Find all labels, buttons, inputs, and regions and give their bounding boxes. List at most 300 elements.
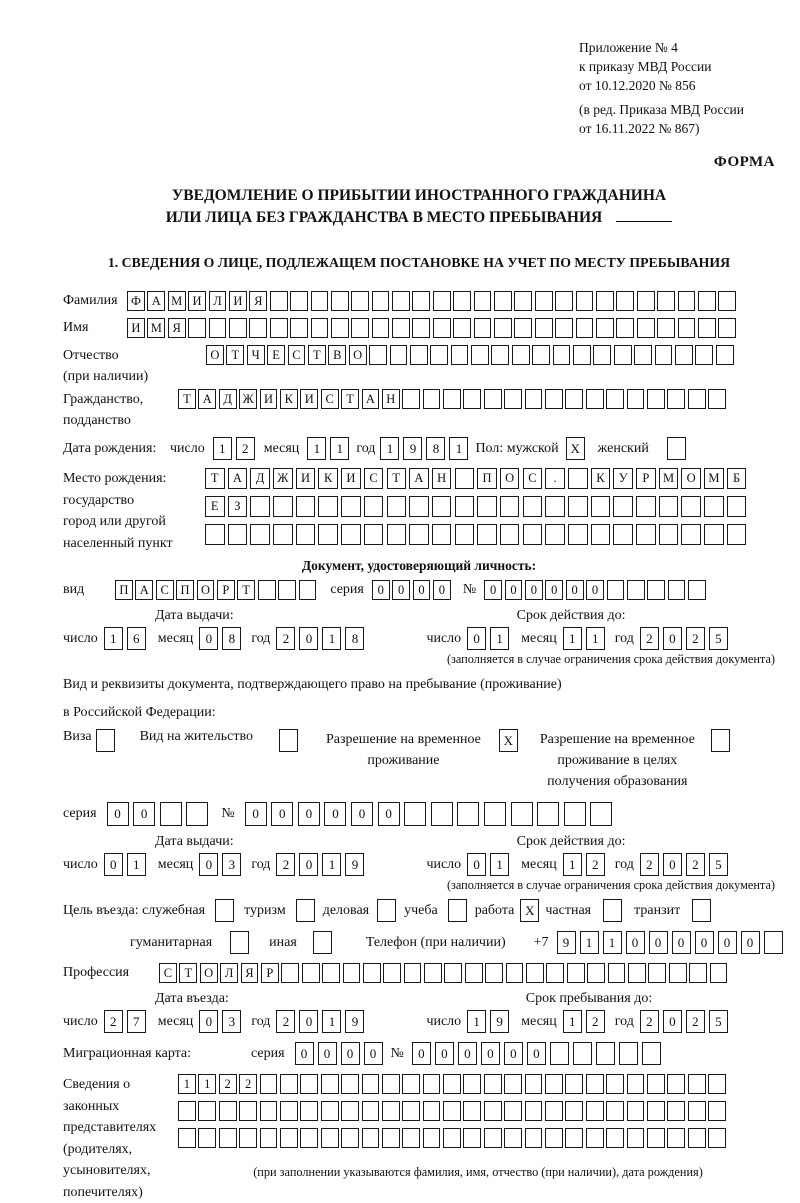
char-cell[interactable] [363, 963, 381, 983]
char-cell[interactable] [364, 496, 384, 517]
char-cell[interactable]: Т [387, 468, 407, 489]
char-cell[interactable] [372, 291, 390, 311]
char-cell[interactable] [431, 802, 453, 826]
char-cell[interactable] [477, 524, 497, 545]
char-cell[interactable] [362, 1128, 380, 1148]
char-cell[interactable]: Л [220, 963, 238, 983]
char-cell[interactable] [532, 345, 550, 365]
char-cell[interactable] [465, 963, 483, 983]
char-cell[interactable]: 0 [341, 1042, 360, 1065]
char-cell[interactable] [178, 1128, 196, 1148]
char-cell[interactable] [637, 291, 655, 311]
char-cell[interactable]: 0 [458, 1042, 477, 1065]
char-cell[interactable] [296, 496, 316, 517]
char-cell[interactable]: 2 [686, 853, 705, 876]
char-cell[interactable]: 1 [449, 437, 468, 460]
char-cell[interactable] [545, 1074, 563, 1094]
char-cell[interactable] [260, 1128, 278, 1148]
char-cell[interactable]: 0 [626, 931, 645, 954]
char-cell[interactable]: Н [382, 389, 400, 409]
char-cell[interactable] [688, 1074, 706, 1094]
char-cell[interactable] [321, 1074, 339, 1094]
char-cell[interactable] [484, 802, 506, 826]
char-cell[interactable]: И [127, 318, 145, 338]
char-cell[interactable]: 2 [219, 1074, 237, 1094]
char-cell[interactable]: 8 [222, 627, 241, 650]
char-cell[interactable]: П [176, 580, 194, 600]
char-cell[interactable]: С [159, 963, 177, 983]
char-cell[interactable] [504, 1101, 522, 1121]
char-cell[interactable]: 1 [380, 437, 399, 460]
char-cell[interactable]: И [260, 389, 278, 409]
char-cell[interactable]: 2 [276, 1010, 295, 1033]
char-cell[interactable] [300, 1074, 318, 1094]
char-cell[interactable] [364, 524, 384, 545]
char-cell[interactable] [258, 580, 276, 600]
char-cell[interactable]: Т [226, 345, 244, 365]
char-cell[interactable] [573, 345, 591, 365]
char-cell[interactable] [596, 1042, 615, 1065]
char-cell[interactable]: С [288, 345, 306, 365]
char-cell[interactable] [485, 963, 503, 983]
char-cell[interactable]: 0 [324, 802, 346, 826]
char-cell[interactable] [412, 318, 430, 338]
char-cell[interactable] [494, 291, 512, 311]
char-cell[interactable] [669, 963, 687, 983]
char-cell[interactable] [628, 963, 646, 983]
char-cell[interactable] [290, 291, 308, 311]
char-cell[interactable] [331, 318, 349, 338]
char-cell[interactable]: Б [727, 468, 747, 489]
char-cell[interactable] [710, 963, 728, 983]
char-cell[interactable]: 0 [566, 580, 584, 600]
char-cell[interactable] [300, 1128, 318, 1148]
char-cell[interactable]: 0 [299, 1010, 318, 1033]
char-cell[interactable]: И [188, 291, 206, 311]
char-cell[interactable] [351, 291, 369, 311]
char-cell[interactable] [205, 524, 225, 545]
char-cell[interactable] [698, 318, 716, 338]
char-cell[interactable]: 0 [695, 931, 714, 954]
char-cell[interactable]: 1 [198, 1074, 216, 1094]
char-cell[interactable] [606, 1128, 624, 1148]
char-cell[interactable]: Ч [247, 345, 265, 365]
char-cell[interactable] [689, 963, 707, 983]
char-cell[interactable] [636, 524, 656, 545]
char-cell[interactable] [341, 1101, 359, 1121]
char-cell[interactable] [565, 1101, 583, 1121]
char-cell[interactable] [443, 389, 461, 409]
char-cell[interactable] [568, 468, 588, 489]
char-cell[interactable] [587, 963, 605, 983]
char-cell[interactable] [219, 1128, 237, 1148]
char-cell[interactable] [526, 963, 544, 983]
char-cell[interactable] [474, 291, 492, 311]
char-cell[interactable] [383, 963, 401, 983]
char-cell[interactable]: 1 [563, 853, 582, 876]
char-cell[interactable] [424, 963, 442, 983]
char-cell[interactable]: 0 [525, 580, 543, 600]
char-cell[interactable] [675, 345, 693, 365]
char-cell[interactable]: О [200, 963, 218, 983]
char-cell[interactable] [290, 318, 308, 338]
char-cell[interactable] [555, 318, 573, 338]
char-cell[interactable] [249, 318, 267, 338]
char-cell[interactable]: З [228, 496, 248, 517]
char-cell[interactable]: 5 [709, 1010, 728, 1033]
char-cell[interactable]: 1 [603, 931, 622, 954]
char-cell[interactable] [619, 1042, 638, 1065]
char-cell[interactable]: 1 [586, 627, 605, 650]
char-cell[interactable]: П [477, 468, 497, 489]
char-cell[interactable] [198, 1128, 216, 1148]
char-cell[interactable]: 2 [236, 437, 255, 460]
char-cell[interactable]: 0 [364, 1042, 383, 1065]
char-cell[interactable]: 0 [133, 802, 155, 826]
char-cell[interactable]: А [409, 468, 429, 489]
char-cell[interactable] [260, 1101, 278, 1121]
char-cell[interactable]: 0 [663, 1010, 682, 1033]
char-cell[interactable]: 0 [318, 1042, 337, 1065]
char-cell[interactable] [474, 318, 492, 338]
char-cell[interactable]: 8 [426, 437, 445, 460]
male-checkbox[interactable]: X [566, 437, 585, 460]
char-cell[interactable]: 5 [709, 627, 728, 650]
char-cell[interactable] [412, 291, 430, 311]
char-cell[interactable] [586, 1128, 604, 1148]
char-cell[interactable]: Я [249, 291, 267, 311]
char-cell[interactable] [477, 496, 497, 517]
char-cell[interactable] [659, 524, 679, 545]
char-cell[interactable] [500, 496, 520, 517]
char-cell[interactable] [455, 524, 475, 545]
char-cell[interactable]: 0 [663, 627, 682, 650]
transit-checkbox[interactable] [692, 899, 711, 922]
char-cell[interactable]: 1 [127, 853, 146, 876]
char-cell[interactable] [382, 1074, 400, 1094]
char-cell[interactable]: С [364, 468, 384, 489]
char-cell[interactable]: 0 [649, 931, 668, 954]
work-checkbox[interactable]: X [520, 899, 539, 922]
edu-permit-checkbox[interactable] [711, 729, 730, 752]
char-cell[interactable] [423, 1101, 441, 1121]
char-cell[interactable] [708, 1101, 726, 1121]
char-cell[interactable] [627, 389, 645, 409]
char-cell[interactable] [678, 318, 696, 338]
char-cell[interactable]: 1 [330, 437, 349, 460]
char-cell[interactable]: 5 [709, 853, 728, 876]
char-cell[interactable]: К [280, 389, 298, 409]
char-cell[interactable] [402, 1074, 420, 1094]
char-cell[interactable]: Н [432, 468, 452, 489]
char-cell[interactable]: . [545, 468, 565, 489]
char-cell[interactable] [688, 1101, 706, 1121]
char-cell[interactable]: 0 [433, 580, 451, 600]
char-cell[interactable] [681, 524, 701, 545]
char-cell[interactable]: 7 [127, 1010, 146, 1033]
char-cell[interactable] [504, 1074, 522, 1094]
char-cell[interactable]: 0 [545, 580, 563, 600]
char-cell[interactable] [681, 496, 701, 517]
char-cell[interactable] [209, 318, 227, 338]
char-cell[interactable] [296, 524, 316, 545]
char-cell[interactable] [576, 291, 594, 311]
char-cell[interactable] [402, 1101, 420, 1121]
char-cell[interactable]: С [523, 468, 543, 489]
char-cell[interactable]: Р [636, 468, 656, 489]
char-cell[interactable] [511, 802, 533, 826]
char-cell[interactable] [642, 1042, 661, 1065]
char-cell[interactable] [362, 1101, 380, 1121]
char-cell[interactable] [606, 389, 624, 409]
char-cell[interactable] [716, 345, 734, 365]
char-cell[interactable] [186, 802, 208, 826]
char-cell[interactable] [525, 389, 543, 409]
char-cell[interactable] [613, 524, 633, 545]
char-cell[interactable] [322, 963, 340, 983]
char-cell[interactable]: 0 [718, 931, 737, 954]
char-cell[interactable]: 0 [467, 627, 486, 650]
char-cell[interactable] [647, 1074, 665, 1094]
char-cell[interactable]: 0 [298, 802, 320, 826]
char-cell[interactable] [576, 318, 594, 338]
char-cell[interactable]: Р [217, 580, 235, 600]
char-cell[interactable] [523, 524, 543, 545]
char-cell[interactable] [586, 389, 604, 409]
char-cell[interactable]: 9 [345, 853, 364, 876]
char-cell[interactable]: О [206, 345, 224, 365]
char-cell[interactable] [564, 802, 586, 826]
char-cell[interactable] [432, 496, 452, 517]
char-cell[interactable]: 2 [640, 1010, 659, 1033]
char-cell[interactable] [463, 1128, 481, 1148]
char-cell[interactable] [260, 1074, 278, 1094]
char-cell[interactable]: 9 [403, 437, 422, 460]
study-checkbox[interactable] [448, 899, 467, 922]
char-cell[interactable] [648, 963, 666, 983]
char-cell[interactable] [239, 1128, 257, 1148]
char-cell[interactable] [688, 389, 706, 409]
char-cell[interactable]: 0 [481, 1042, 500, 1065]
char-cell[interactable] [535, 318, 553, 338]
private-checkbox[interactable] [603, 899, 622, 922]
char-cell[interactable]: М [147, 318, 165, 338]
char-cell[interactable]: 1 [580, 931, 599, 954]
char-cell[interactable]: 0 [413, 580, 431, 600]
char-cell[interactable] [514, 318, 532, 338]
char-cell[interactable] [613, 496, 633, 517]
char-cell[interactable] [423, 1128, 441, 1148]
char-cell[interactable]: 0 [527, 1042, 546, 1065]
char-cell[interactable] [667, 1074, 685, 1094]
char-cell[interactable]: М [168, 291, 186, 311]
char-cell[interactable] [443, 1128, 461, 1148]
char-cell[interactable] [270, 318, 288, 338]
char-cell[interactable] [764, 931, 783, 954]
char-cell[interactable]: 8 [345, 627, 364, 650]
char-cell[interactable]: 3 [222, 1010, 241, 1033]
char-cell[interactable]: 0 [245, 802, 267, 826]
char-cell[interactable]: Я [241, 963, 259, 983]
char-cell[interactable]: 0 [504, 1042, 523, 1065]
char-cell[interactable] [500, 524, 520, 545]
char-cell[interactable] [637, 318, 655, 338]
char-cell[interactable] [387, 496, 407, 517]
char-cell[interactable] [608, 963, 626, 983]
char-cell[interactable] [318, 496, 338, 517]
char-cell[interactable]: И [296, 468, 316, 489]
char-cell[interactable] [278, 580, 296, 600]
char-cell[interactable] [402, 1128, 420, 1148]
char-cell[interactable] [423, 389, 441, 409]
char-cell[interactable] [555, 291, 573, 311]
char-cell[interactable]: 2 [276, 627, 295, 650]
char-cell[interactable] [382, 1128, 400, 1148]
char-cell[interactable] [567, 963, 585, 983]
char-cell[interactable] [455, 468, 475, 489]
char-cell[interactable]: 1 [178, 1074, 196, 1094]
char-cell[interactable] [331, 291, 349, 311]
char-cell[interactable]: А [135, 580, 153, 600]
char-cell[interactable] [667, 1101, 685, 1121]
char-cell[interactable] [708, 1074, 726, 1094]
char-cell[interactable] [239, 1101, 257, 1121]
char-cell[interactable] [545, 524, 565, 545]
char-cell[interactable]: 0 [672, 931, 691, 954]
char-cell[interactable] [627, 1101, 645, 1121]
char-cell[interactable] [433, 318, 451, 338]
char-cell[interactable]: А [362, 389, 380, 409]
char-cell[interactable] [390, 345, 408, 365]
char-cell[interactable] [273, 524, 293, 545]
char-cell[interactable] [695, 345, 713, 365]
char-cell[interactable] [392, 291, 410, 311]
char-cell[interactable]: Я [168, 318, 186, 338]
char-cell[interactable]: О [197, 580, 215, 600]
char-cell[interactable]: М [704, 468, 724, 489]
char-cell[interactable] [433, 291, 451, 311]
char-cell[interactable] [453, 318, 471, 338]
char-cell[interactable] [568, 496, 588, 517]
char-cell[interactable]: 1 [213, 437, 232, 460]
char-cell[interactable]: 0 [505, 580, 523, 600]
char-cell[interactable] [704, 496, 724, 517]
char-cell[interactable]: 1 [490, 627, 509, 650]
char-cell[interactable]: Ж [273, 468, 293, 489]
char-cell[interactable] [250, 524, 270, 545]
char-cell[interactable] [351, 318, 369, 338]
char-cell[interactable] [382, 1101, 400, 1121]
char-cell[interactable] [463, 1101, 481, 1121]
char-cell[interactable] [321, 1101, 339, 1121]
char-cell[interactable]: 0 [299, 627, 318, 650]
char-cell[interactable]: Т [178, 389, 196, 409]
char-cell[interactable]: А [228, 468, 248, 489]
char-cell[interactable]: 0 [299, 853, 318, 876]
char-cell[interactable] [219, 1101, 237, 1121]
char-cell[interactable]: О [349, 345, 367, 365]
char-cell[interactable] [634, 345, 652, 365]
char-cell[interactable] [596, 291, 614, 311]
char-cell[interactable]: 1 [467, 1010, 486, 1033]
char-cell[interactable] [372, 318, 390, 338]
char-cell[interactable] [451, 345, 469, 365]
char-cell[interactable]: М [659, 468, 679, 489]
char-cell[interactable] [160, 802, 182, 826]
char-cell[interactable] [550, 1042, 569, 1065]
char-cell[interactable] [565, 389, 583, 409]
char-cell[interactable]: 2 [586, 1010, 605, 1033]
char-cell[interactable] [573, 1042, 592, 1065]
char-cell[interactable]: 0 [295, 1042, 314, 1065]
char-cell[interactable] [318, 524, 338, 545]
char-cell[interactable] [698, 291, 716, 311]
char-cell[interactable] [302, 963, 320, 983]
char-cell[interactable] [616, 318, 634, 338]
char-cell[interactable] [606, 1074, 624, 1094]
char-cell[interactable] [568, 524, 588, 545]
char-cell[interactable] [627, 580, 645, 600]
char-cell[interactable]: 0 [435, 1042, 454, 1065]
char-cell[interactable]: Р [261, 963, 279, 983]
char-cell[interactable]: 0 [586, 580, 604, 600]
char-cell[interactable]: 2 [239, 1074, 257, 1094]
char-cell[interactable]: И [229, 291, 247, 311]
char-cell[interactable]: 2 [640, 853, 659, 876]
char-cell[interactable]: 1 [563, 1010, 582, 1033]
char-cell[interactable]: 0 [467, 853, 486, 876]
char-cell[interactable] [647, 1101, 665, 1121]
purpose-official-checkbox[interactable] [215, 899, 234, 922]
visa-checkbox[interactable] [96, 729, 115, 752]
char-cell[interactable] [688, 580, 706, 600]
char-cell[interactable] [300, 1101, 318, 1121]
char-cell[interactable] [504, 389, 522, 409]
char-cell[interactable]: И [341, 468, 361, 489]
char-cell[interactable] [457, 802, 479, 826]
char-cell[interactable]: 3 [222, 853, 241, 876]
char-cell[interactable]: 0 [199, 853, 218, 876]
char-cell[interactable] [525, 1074, 543, 1094]
char-cell[interactable]: 9 [345, 1010, 364, 1033]
char-cell[interactable] [718, 291, 736, 311]
char-cell[interactable]: 0 [107, 802, 129, 826]
char-cell[interactable] [655, 345, 673, 365]
char-cell[interactable] [444, 963, 462, 983]
char-cell[interactable]: И [300, 389, 318, 409]
char-cell[interactable] [280, 1101, 298, 1121]
char-cell[interactable]: 9 [557, 931, 576, 954]
char-cell[interactable] [704, 524, 724, 545]
char-cell[interactable] [545, 1101, 563, 1121]
char-cell[interactable] [280, 1128, 298, 1148]
char-cell[interactable] [606, 1101, 624, 1121]
char-cell[interactable]: 9 [490, 1010, 509, 1033]
humanitarian-checkbox[interactable] [230, 931, 249, 954]
char-cell[interactable] [668, 580, 686, 600]
char-cell[interactable] [273, 496, 293, 517]
char-cell[interactable] [657, 318, 675, 338]
char-cell[interactable] [228, 524, 248, 545]
char-cell[interactable]: 6 [127, 627, 146, 650]
char-cell[interactable] [341, 524, 361, 545]
char-cell[interactable] [523, 496, 543, 517]
char-cell[interactable]: Д [219, 389, 237, 409]
char-cell[interactable] [343, 963, 361, 983]
char-cell[interactable] [491, 345, 509, 365]
char-cell[interactable]: Т [308, 345, 326, 365]
char-cell[interactable] [546, 963, 564, 983]
